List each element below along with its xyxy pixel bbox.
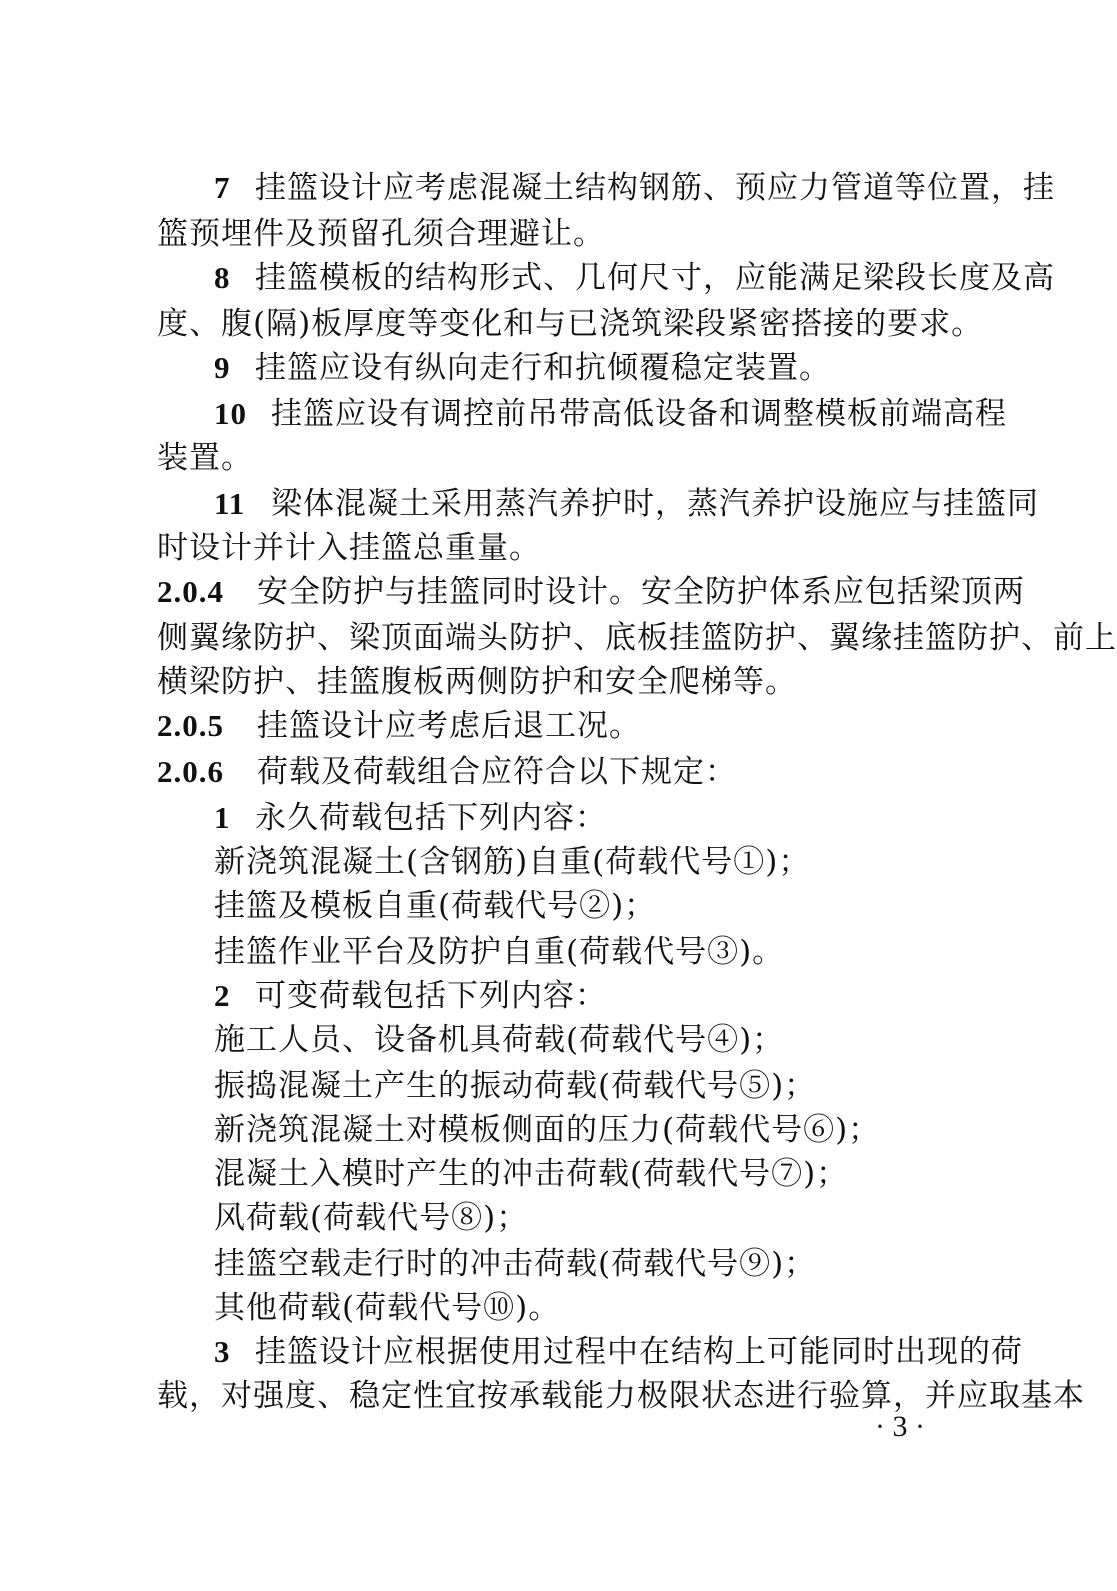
section-number: 2.0.5 xyxy=(157,708,224,743)
item-7-line-1 xyxy=(214,166,1055,210)
variable-load-entry: 挂篮空载走行时的冲击荷载(荷载代号⑨)； xyxy=(214,1246,817,1282)
paragraph-text: 挂篮应设有调控前吊带高低设备和调整模板前端高程 xyxy=(271,396,1007,432)
paragraph-text: 挂篮设计应考虑后退工况。 xyxy=(257,708,641,744)
paragraph-text: 可变荷载包括下列内容： xyxy=(255,978,607,1014)
item-number: 1 xyxy=(214,800,231,835)
variable-load-entry: 新浇筑混凝土对模板侧面的压力(荷载代号⑥)； xyxy=(214,1112,881,1148)
permanent-load-entry: 挂篮及模板自重(荷载代号②)； xyxy=(214,888,657,924)
section-number: 2.0.4 xyxy=(157,574,224,609)
paragraph-text: 永久荷载包括下列内容： xyxy=(255,800,607,836)
paragraph-text: 挂篮设计应根据使用过程中在结构上可能同时出现的荷 xyxy=(255,1334,1023,1370)
section-number: 2.0.6 xyxy=(157,754,224,789)
item-number: 8 xyxy=(214,260,231,295)
combination-line-2: 载，对强度、稳定性宜按承载能力极限状态进行验算，并应取基本 xyxy=(157,1378,1085,1414)
item-8-line-1 xyxy=(214,256,1055,300)
item-7-line-2: 篮预埋件及预留孔须合理避让。 xyxy=(157,216,605,252)
variable-load-entry: 振捣混凝土产生的振动荷载(荷载代号⑤)； xyxy=(214,1068,817,1104)
item-11-line-1 xyxy=(214,482,1039,526)
variable-load-entry: 其他荷载(荷载代号⑩)。 xyxy=(214,1290,561,1326)
item-10-line-2: 装置。 xyxy=(157,440,253,476)
item-10-line-1 xyxy=(214,392,1007,436)
item-number: 11 xyxy=(214,486,246,521)
paragraph-text: 挂篮设计应考虑混凝土结构钢筋、预应力管道等位置，挂 xyxy=(255,170,1055,206)
item-number: 2 xyxy=(214,978,231,1013)
section-2-0-5-line-1 xyxy=(157,704,965,748)
permanent-load-entry: 新浇筑混凝土(含钢筋)自重(荷载代号①)； xyxy=(214,844,811,880)
paragraph-text: 挂篮应设有纵向走行和抗倾覆稳定装置。 xyxy=(255,350,831,386)
paragraph-text: 挂篮模板的结构形式、几何尺寸，应能满足梁段长度及高 xyxy=(255,260,1055,296)
item-11-line-2: 时设计并计入挂篮总重量。 xyxy=(157,530,541,566)
item-number: 3 xyxy=(214,1334,231,1369)
variable-load-entry: 施工人员、设备机具荷载(荷载代号④)； xyxy=(214,1022,785,1058)
item-number: 7 xyxy=(214,170,231,205)
section-2-0-4-line-2: 侧翼缘防护、梁顶面端头防护、底板挂篮防护、翼缘挂篮防护、前上 xyxy=(157,620,1117,656)
variable-load-entry: 风荷载(荷载代号⑧)； xyxy=(214,1200,529,1236)
variable-load-heading xyxy=(214,974,965,1018)
permanent-load-entry: 挂篮作业平台及防护自重(荷载代号③)。 xyxy=(214,934,785,970)
paragraph-text: 荷载及荷载组合应符合以下规定： xyxy=(257,754,737,790)
variable-load-entry: 混凝土入模时产生的冲击荷载(荷载代号⑦)； xyxy=(214,1156,849,1192)
combination-line-1 xyxy=(214,1330,1023,1374)
section-2-0-4-line-3: 横梁防护、挂篮腹板两侧防护和安全爬梯等。 xyxy=(157,664,797,700)
item-9-line-1 xyxy=(214,346,965,390)
section-2-0-6-line-1 xyxy=(157,750,965,794)
item-8-line-2: 度、腹(隔)板厚度等变化和与已浇筑梁段紧密搭接的要求。 xyxy=(157,306,984,342)
permanent-load-heading xyxy=(214,796,965,840)
item-number: 9 xyxy=(214,350,231,385)
section-2-0-4-line-1 xyxy=(157,570,1025,614)
paragraph-text: 安全防护与挂篮同时设计。安全防护体系应包括梁顶两 xyxy=(257,574,1025,610)
item-number: 10 xyxy=(214,396,247,431)
page-number: · 3 · xyxy=(875,1410,925,1443)
paragraph-text: 梁体混凝土采用蒸汽养护时，蒸汽养护设施应与挂篮同 xyxy=(271,486,1039,522)
